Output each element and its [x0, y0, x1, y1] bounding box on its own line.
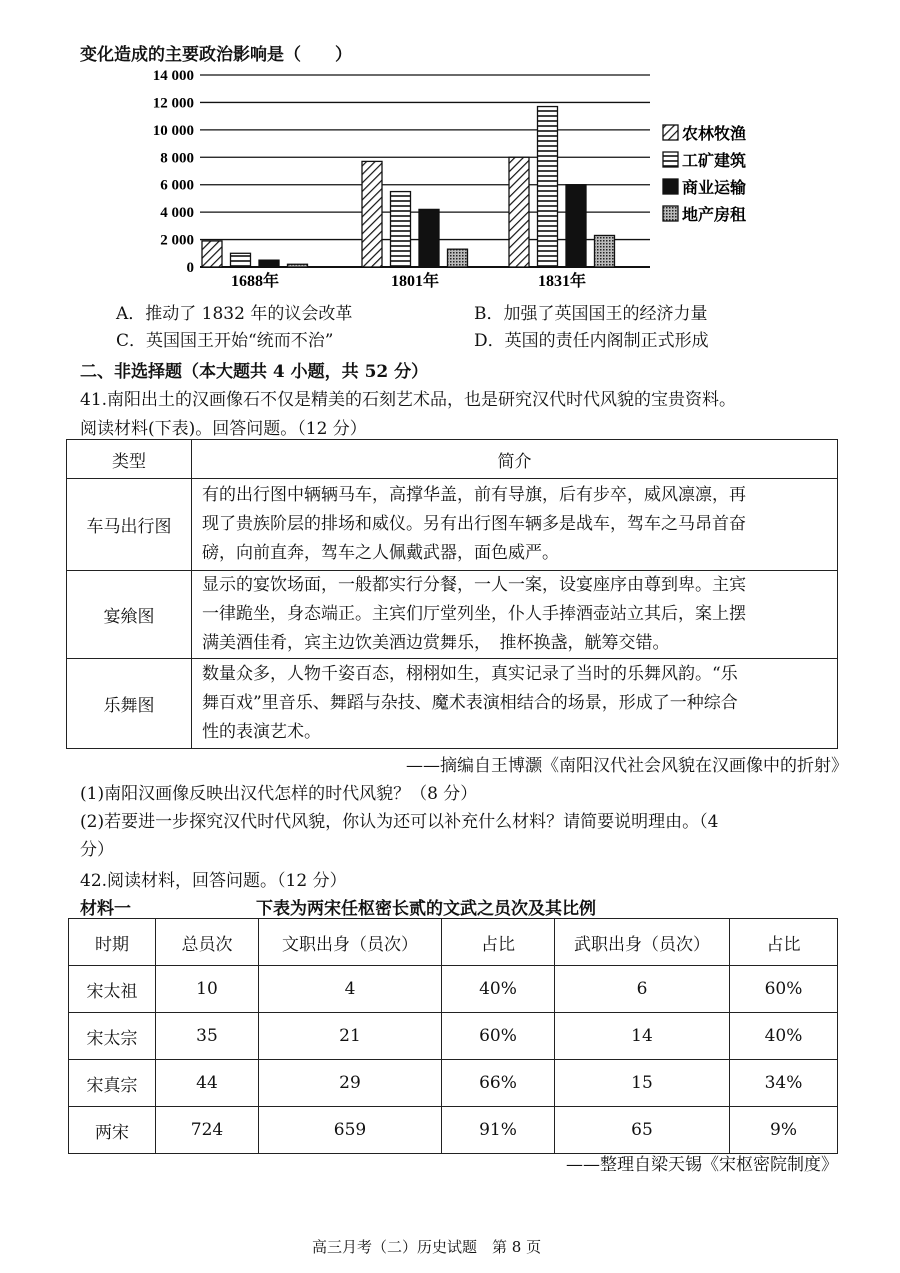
table-header: 占比 [730, 919, 838, 966]
table-header: 时期 [69, 919, 156, 966]
q41-source: ——摘编自王博灏《南阳汉代社会风貌在汉画像中的折射》 [406, 756, 848, 776]
table-cell: 40% [442, 966, 555, 1013]
bar [362, 161, 382, 267]
row-type: 宴飨图 [67, 571, 192, 659]
row-type: 乐舞图 [67, 659, 192, 749]
bar [419, 209, 439, 267]
option-a: A．推动了 1832 年的议会改革 [116, 304, 353, 324]
table-cell: 6 [555, 966, 730, 1013]
table-cell: 724 [156, 1107, 259, 1154]
table-cell: 60% [442, 1013, 555, 1060]
option-c: C．英国国王开始“统而不治” [116, 331, 334, 351]
table-header: 简介 [192, 440, 838, 479]
section-heading: 二、非选择题（本大题共 4 小题，共 52 分） [80, 362, 429, 382]
table-header: 总员次 [156, 919, 259, 966]
y-tick-label: 4 000 [160, 205, 194, 222]
table-cell: 65 [555, 1107, 730, 1154]
table-cell: 29 [259, 1060, 442, 1107]
material-label: 材料一 [80, 899, 131, 919]
table-cell: 15 [555, 1060, 730, 1107]
y-tick-label: 6 000 [160, 177, 194, 194]
y-tick-label: 0 [186, 260, 194, 276]
bar [595, 235, 615, 267]
bar-chart [60, 60, 780, 300]
row-desc-line: 现了贵族阶层的排场和威仪。另有出行图车辆多是战车，驾车之马昂首奋 [202, 514, 746, 534]
option-d: D．英国的责任内阁制正式形成 [474, 331, 709, 351]
y-tick-label: 10 000 [152, 122, 194, 139]
q41-intro-line1: 41.南阳出土的汉画像石不仅是精美的石刻艺术品，也是研究汉代时代风貌的宝贵资料。 [80, 390, 737, 410]
bar [448, 249, 468, 267]
table-cell: 宋太祖 [69, 966, 156, 1013]
table-header: 武职出身（员次） [555, 919, 730, 966]
table-cell: 40% [730, 1013, 838, 1060]
table-cell: 宋真宗 [69, 1060, 156, 1107]
row-desc-line: 有的出行图中辆辆马车，高撑华盖，前有导旗，后有步卒，威风凛凛，再 [202, 485, 746, 505]
table-header: 占比 [442, 919, 555, 966]
row-desc-line: 满美酒佳肴，宾主边饮美酒边赏舞乐， 推杯换盏，觥筹交错。 [202, 633, 670, 653]
q41-sub2-cont: 分） [80, 840, 114, 860]
legend-swatch [663, 179, 678, 194]
row-desc-line: 显示的宴饮场面，一般都实行分餐，一人一案，设宴座序由尊到卑。主宾 [202, 575, 746, 595]
table-cell: 10 [156, 966, 259, 1013]
y-tick-label: 14 000 [152, 68, 194, 84]
legend-label: 工矿建筑 [682, 151, 747, 170]
row-desc-line: 一律跪坐，身态端正。主宾们厅堂列坐，仆人手捧酒壶站立其后，案上摆 [202, 604, 746, 624]
row-desc-line: 数量众多，人物千姿百态，栩栩如生，真实记录了当时的乐舞风韵。“乐 [202, 664, 738, 684]
bar [566, 185, 586, 267]
row-desc-line: 磅，向前直奔，驾车之人佩戴武器，面色威严。 [202, 543, 559, 563]
table-cell: 21 [259, 1013, 442, 1060]
x-category-label: 1688年 [230, 273, 280, 290]
table-cell: 60% [730, 966, 838, 1013]
q42-source: ——整理自梁天锡《宋枢密院制度》 [566, 1155, 838, 1175]
table-cell: 44 [156, 1060, 259, 1107]
q42-intro: 42.阅读材料，回答问题。（12 分） [80, 871, 347, 891]
y-tick-label: 8 000 [160, 150, 194, 167]
table-cell: 35 [156, 1013, 259, 1060]
x-category-label: 1831年 [537, 273, 587, 290]
x-category-label: 1801年 [390, 273, 440, 290]
table-header: 类型 [67, 440, 192, 479]
song-officials-table [68, 918, 838, 1154]
table-cell: 34% [730, 1060, 838, 1107]
table-cell: 659 [259, 1107, 442, 1154]
question-stem-line: 变化造成的主要政治影响是（ ） [80, 45, 352, 65]
bar [231, 253, 251, 267]
table-cell: 66% [442, 1060, 555, 1107]
y-tick-label: 2 000 [160, 232, 194, 249]
bar [202, 241, 222, 267]
legend-label: 商业运输 [682, 178, 747, 197]
bar [509, 157, 529, 267]
legend-swatch [663, 206, 678, 221]
table-header: 文职出身（员次） [259, 919, 442, 966]
table-cell: 9% [730, 1107, 838, 1154]
bar [288, 264, 308, 267]
q41-intro-line2: 阅读材料(下表)。回答问题。（12 分） [80, 419, 367, 439]
legend-swatch [663, 152, 678, 167]
row-type: 车马出行图 [67, 479, 192, 571]
table-cell: 宋太宗 [69, 1013, 156, 1060]
row-desc-line: 舞百戏”里音乐、舞蹈与杂技、魔术表演相结合的场景，形成了一种综合 [202, 693, 738, 713]
table-cell: 4 [259, 966, 442, 1013]
bar [538, 107, 558, 267]
bar [391, 192, 411, 267]
y-tick-label: 12 000 [152, 95, 194, 112]
table-cell: 14 [555, 1013, 730, 1060]
bar [259, 260, 279, 267]
option-b: B．加强了英国国王的经济力量 [474, 304, 708, 324]
material-title: 下表为两宋任枢密长贰的文武之员次及其比例 [256, 899, 596, 919]
q41-sub2: (2)若要进一步探究汉代时代风貌，你认为还可以补充什么材料？请简要说明理由。（4 [80, 812, 719, 832]
table-cell: 91% [442, 1107, 555, 1154]
q41-sub1: (1)南阳汉画像反映出汉代怎样的时代风貌？（8 分） [80, 784, 478, 804]
table-cell: 两宋 [69, 1107, 156, 1154]
row-desc-line: 性的表演艺术。 [202, 722, 321, 742]
legend-swatch [663, 125, 678, 140]
legend-label: 地产房租 [682, 205, 747, 224]
legend-label: 农林牧渔 [682, 124, 747, 143]
page-footer: 高三月考（二）历史试题 第 8 页 [312, 1238, 542, 1256]
han-relief-table [66, 439, 838, 749]
